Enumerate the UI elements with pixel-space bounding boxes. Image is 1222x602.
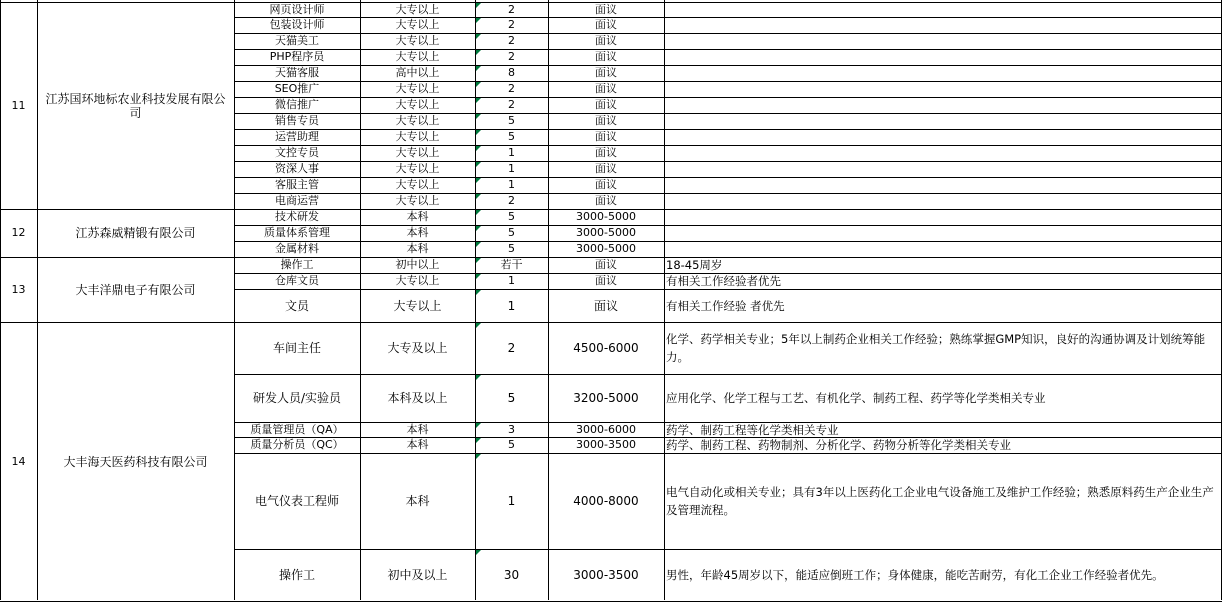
job-title: 操作工 [280,258,314,271]
headcount: 2 [508,34,515,47]
requirements [664,33,1221,49]
cell-comment-marker [476,130,481,135]
job-title: 质量体系管理 [264,226,330,239]
requirements: 18-45周岁 [666,258,723,272]
company-number: 11 [11,98,26,112]
requirements [664,113,1221,129]
cell-comment-marker [476,423,481,428]
education: 大专以上 [395,50,440,63]
job-title: 质量分析员（QC） [250,438,344,451]
requirements [664,193,1221,209]
requirements: 电气自动化或相关专业；具有3年以上医药化工企业电气设备施工及维护工作经验；熟悉原料药生产企业生产及管理流程。 [666,485,1214,517]
salary: 面议 [595,162,617,175]
headcount: 5 [508,114,515,127]
salary: 面议 [595,82,617,95]
cell-comment-marker [476,178,481,183]
salary: 面议 [595,194,617,207]
cell-comment-marker [476,146,481,151]
salary: 面议 [595,18,617,31]
requirements [664,225,1221,241]
salary: 3000-6000 [576,422,636,436]
requirements [664,161,1221,177]
education: 本科 [406,210,429,223]
requirements [664,81,1221,97]
job-title: 操作工 [278,568,315,582]
education: 大专以上 [395,114,440,127]
company-number: 14 [11,454,26,468]
requirements: 有相关工作经验 者优先 [666,298,785,313]
education: 大专以上 [395,18,440,31]
salary: 3000-5000 [576,242,636,255]
education: 大专以上 [395,178,440,191]
job-title: 天猫客服 [275,66,319,79]
headcount: 1 [507,298,516,313]
cell-comment-marker [476,242,481,247]
headcount: 5 [508,210,515,223]
headcount: 2 [508,194,515,207]
salary: 3000-5000 [576,210,636,223]
salary: 3200-5000 [573,391,639,405]
company-name: 江苏森威精锻有限公司 [75,226,196,240]
salary: 面议 [595,66,617,79]
cell-comment-marker [476,114,481,119]
headcount: 1 [508,146,515,159]
cell-comment-marker [476,274,481,279]
headcount: 5 [508,130,515,143]
job-title: 研发人员/实验员 [252,391,342,405]
requirements: 应用化学、化学工程与工艺、有机化学、制药工程、药学等化学类相关专业 [666,391,1046,405]
requirements: 男性，年龄45周岁以下，能适应倒班工作；身体健康，能吃苦耐劳，有化工企业工作经验者优先。 [666,568,1164,582]
requirements [664,17,1221,33]
education: 大专以上 [395,162,440,175]
salary: 4000-8000 [573,494,639,508]
salary: 面议 [595,146,617,159]
job-title: 微信推广 [275,98,319,111]
headcount: 5 [507,391,516,405]
job-title: 文控专员 [275,146,319,159]
job-title: 销售专员 [275,114,319,127]
cell-comment-marker [476,210,481,215]
requirements: 药学、制药工程等化学类相关专业 [666,422,839,437]
education: 大专以上 [395,34,440,47]
cell-comment-marker [476,290,481,295]
education: 大专以上 [395,130,440,143]
education: 初中及以上 [387,568,448,582]
education: 初中以上 [395,258,440,271]
headcount: 1 [508,162,515,175]
job-title: 包装设计师 [269,18,325,31]
headcount: 2 [508,82,515,95]
headcount: 1 [508,274,515,287]
job-title: 客服主管 [275,178,319,191]
salary: 面议 [595,2,617,16]
salary: 3000-3500 [573,568,639,582]
company-name: 江苏国环地标农业科技发展有限公司 [45,91,226,120]
education: 大专及以上 [387,341,448,355]
salary: 4500-6000 [573,341,639,355]
headcount: 2 [507,341,516,355]
cell-comment-marker [476,66,481,71]
salary: 面议 [595,34,617,47]
salary: 面议 [595,50,617,63]
cell-comment-marker [476,375,481,380]
headcount: 5 [508,226,515,239]
headcount: 5 [508,242,515,255]
headcount: 2 [508,98,515,111]
requirements: 化学、药学相关专业；5年以上制药企业相关工作经验；熟练掌握GMP知识，良好的沟通协调及计划统筹能力。 [666,332,1206,364]
headcount: 若干 [500,258,523,271]
headcount: 2 [508,18,515,31]
requirements [664,145,1221,161]
education: 本科 [406,242,429,255]
cell-comment-marker [476,258,481,263]
education: 大专以上 [395,82,440,95]
education: 大专以上 [395,2,440,16]
cell-comment-marker [476,438,481,443]
education: 本科 [406,422,429,436]
cell-comment-marker [476,226,481,231]
education: 大专以上 [395,274,440,287]
company-name: 大丰海天医药科技有限公司 [63,454,208,469]
company-name: 大丰洋鼎电子有限公司 [75,282,196,297]
requirements [664,129,1221,145]
requirements [664,49,1221,65]
job-title: 车间主任 [272,341,321,355]
headcount: 8 [508,66,515,79]
headcount: 1 [507,494,516,508]
cell-comment-marker [476,3,481,8]
job-title: 金属材料 [275,242,319,255]
job-title: 文员 [284,298,309,313]
requirements: 药学、制药工程、药物制剂、分析化学、药物分析等化学类相关专业 [666,438,1011,452]
education: 大专以上 [395,98,440,111]
cell-comment-marker [476,194,481,199]
headcount: 2 [508,50,515,63]
job-title: 运营助理 [275,130,319,143]
job-title: 天猫美工 [275,34,319,47]
company-number: 13 [11,282,26,296]
salary: 面议 [595,114,617,127]
job-title: PHP程序员 [269,50,325,63]
cell-comment-marker [476,34,481,39]
cell-comment-marker [476,454,481,459]
job-title: SEO推广 [274,82,320,95]
education: 本科 [405,494,430,508]
job-title: 网页设计师 [269,2,325,16]
job-title: 仓库文员 [275,274,319,287]
requirements [664,97,1221,113]
headcount: 3 [508,422,515,436]
cell-comment-marker [476,162,481,167]
requirements: 有相关工作经验者优先 [666,274,781,288]
company-number: 12 [11,226,26,239]
cell-comment-marker [476,18,481,23]
headcount: 1 [508,178,515,191]
salary: 面议 [595,130,617,143]
job-title: 技术研发 [275,210,319,223]
cell-comment-marker [476,50,481,55]
education: 本科 [406,226,429,239]
cell-comment-marker [476,323,481,328]
education: 大专以上 [395,146,440,159]
requirements [664,241,1221,257]
education: 高中以上 [395,66,440,79]
headcount: 2 [508,2,515,16]
requirements [664,209,1221,225]
cell-comment-marker [476,550,481,555]
salary: 面议 [595,178,617,191]
education: 大专以上 [395,194,440,207]
salary: 面议 [593,298,618,313]
cell-comment-marker [476,98,481,103]
requirements [664,177,1221,193]
salary: 面议 [595,274,617,287]
headcount: 5 [508,438,515,451]
education: 本科 [406,438,429,451]
salary: 3000-3500 [576,438,636,451]
job-title: 质量管理员（QA） [250,422,344,436]
salary: 3000-5000 [576,226,636,239]
job-title: 电气仪表工程师 [254,494,339,508]
job-title: 电商运营 [275,194,319,207]
cell-comment-marker [476,82,481,87]
education: 大专以上 [393,298,442,313]
salary: 面议 [595,258,617,271]
requirements [664,65,1221,81]
education: 本科及以上 [387,391,448,405]
headcount: 30 [503,568,520,582]
job-title: 资深人事 [275,162,319,175]
salary: 面议 [595,98,617,111]
requirements [664,2,1221,17]
